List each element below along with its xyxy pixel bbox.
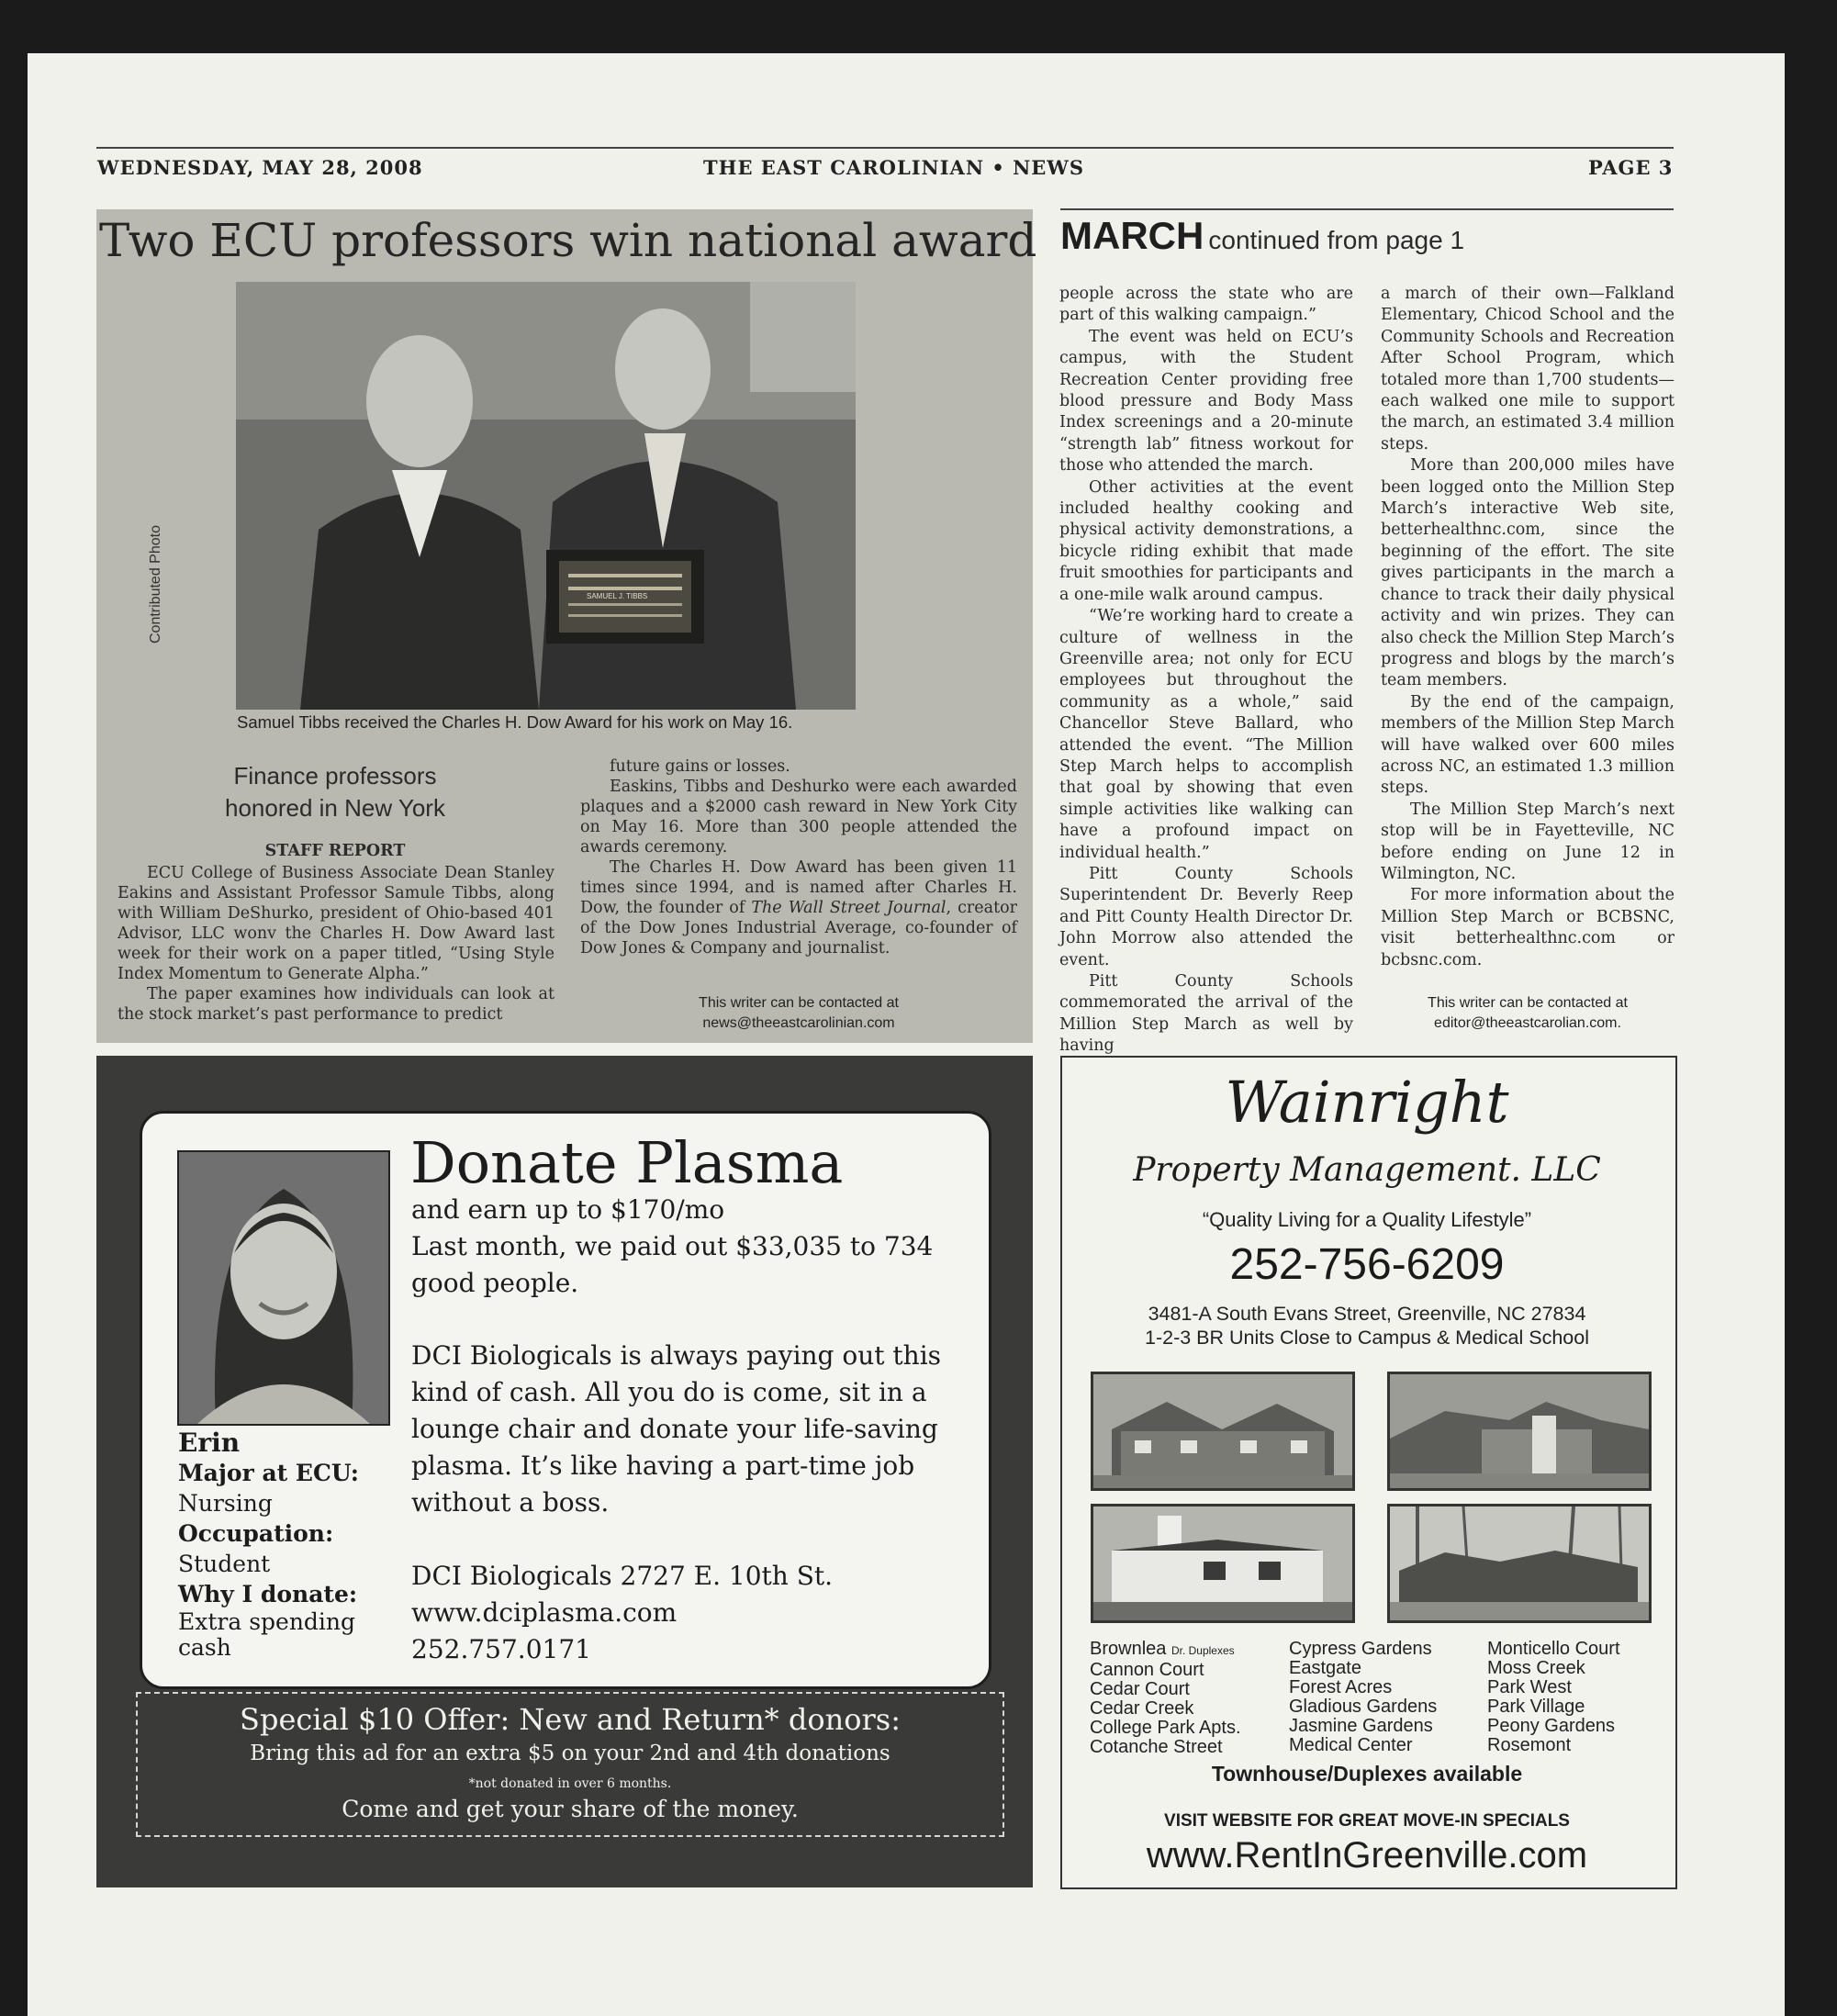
- march-paragraph: Pitt County Schools Superintendent Dr. Beverly Reep and Pitt County Health Director Dr. John Morrow also attended the event.: [1059, 864, 1353, 969]
- header-date: WEDNESDAY, MAY 28, 2008: [97, 156, 423, 179]
- award-paragraph-text: , creator of the Dow Jones Industrial Average, co-founder of Dow Jones & Company and journalist.: [580, 899, 1018, 958]
- header-bottom-rule: [1060, 208, 1674, 210]
- donor-name: Erin: [178, 1428, 241, 1458]
- donor-profile: [178, 1428, 362, 1661]
- community-item: Rosemont: [1487, 1735, 1572, 1755]
- plasma-ad-address: DCI Biologicals 2727 E. 10th St.: [411, 1561, 834, 1591]
- march-paragraph: More than 200,000 miles have been logged onto the Million Step March’s interactive Web site, betterhealthnc.com, since the beginning of the effort. The site gives participants in the march a chance to track their daily physical activity and win prizes. They can also check the Million Step March’s progress and blogs by the march’s team members.: [1381, 456, 1675, 690]
- donor-why-1: Extra spending: [178, 1608, 356, 1635]
- plasma-ad-body: [411, 1338, 941, 1521]
- award-photo: [236, 282, 856, 710]
- community-item: Gladious Gardens: [1289, 1697, 1438, 1717]
- community-item: College Park Apts.: [1090, 1718, 1241, 1738]
- contact-email: news@theeastcarolinian.com: [702, 1015, 895, 1031]
- community-item: Peony Gardens: [1487, 1716, 1615, 1736]
- award-subhead: [179, 760, 491, 824]
- march-headline-rest: continued from page 1: [1208, 226, 1465, 254]
- award-subhead-line1: Finance professors: [233, 762, 437, 790]
- award-column-2: [580, 756, 1017, 958]
- community-item: Monticello Court: [1487, 1639, 1620, 1659]
- plasma-ad-line: plasma. It’s like having a part-time job: [411, 1450, 915, 1481]
- header-paper-name: THE EAST CAROLINIAN • NEWS: [703, 156, 1085, 179]
- header-top-rule: [96, 147, 1674, 149]
- march-column-1: [1059, 284, 1353, 1058]
- award-column-1: [118, 863, 554, 1025]
- donor-major: Nursing: [178, 1490, 273, 1517]
- newspaper-title: The Wall Street Journal: [751, 899, 947, 917]
- community-item: Park West: [1487, 1677, 1572, 1697]
- donor-major-label: Major at ECU:: [178, 1460, 360, 1486]
- march-paragraph: a march of their own—Falkland Elementary, Chicod School and the Community Schools and Recreation After School Program, which totaled more than 1,700 students—each walked one mile to support the march, an estimated 3.4 million steps.: [1381, 285, 1675, 454]
- community-item: [1090, 1640, 1287, 1661]
- donor-why-label: Why I donate:: [178, 1581, 358, 1607]
- march-paragraph: The Million Step March’s next stop will be in Fayetteville, NC before ending on June 12 in Wilmington, NC.: [1381, 800, 1675, 883]
- community-list-2: [1289, 1640, 1482, 1755]
- contact-label: This writer can be contacted at: [699, 995, 899, 1011]
- award-headline: Two ECU professors win national award: [99, 214, 1037, 267]
- photo-caption: Samuel Tibbs received the Charles H. Dow Award for his work on May 16.: [237, 712, 793, 732]
- wainright-units: 1-2-3 BR Units Close to Campus & Medical School: [1145, 1327, 1589, 1349]
- award-paragraph: ECU College of Business Associate Dean Stanley Eakins and Assistant Professor Samule Tibbs, along with William DeShurko, president of Ohio-based 401 Advisor, LLC wonv the Charles H. Dow Award last week for their work on a paper titled, “Using Style Index Momentum to Generate Alpha.”: [118, 864, 554, 983]
- donor-why-2: cash: [178, 1634, 231, 1661]
- march-writer-contact: [1381, 993, 1675, 1034]
- march-paragraph: Other activities at the event included healthy cooking and physical activity demonstrations, a bicycle riding exhibit that made fruit smoothies for participants and a one-mile walk around campus.: [1059, 477, 1353, 604]
- plasma-offer-closing: Come and get your share of the money.: [342, 1796, 799, 1822]
- plasma-offer-text: [136, 1700, 1004, 1823]
- march-paragraph: The event was held on ECU’s campus, with the Student Recreation Center providing free blood pressure and Body Mass Index screenings and a 20-minute “strength lab” fitness workout for those who attended the march.: [1059, 327, 1353, 476]
- award-byline: STAFF REPORT: [264, 842, 406, 860]
- march-paragraph: “We’re working hard to create a culture of wellness in the Greenville area; not only for ECU employees but throughout the community as a whole,” said Chancellor Steve Ballard, who attended the event. “The Million Step March helps to accomplish that goal by showing that even simple activities like walking can have a profound impact on individual health.”: [1059, 607, 1353, 862]
- award-paragraph: [580, 857, 1017, 958]
- wainright-website[interactable]: www.RentInGreenville.com: [1146, 1835, 1588, 1876]
- community-item: Moss Creek: [1487, 1658, 1585, 1678]
- plasma-ad-line: without a boss.: [411, 1487, 610, 1518]
- community-item: Cypress Gardens: [1289, 1639, 1432, 1659]
- wainright-address-block: [1062, 1302, 1672, 1350]
- plasma-offer-headline: Special $10 Offer: New and Return* donors:: [240, 1702, 901, 1737]
- award-paragraph-text: The Charles H. Dow Award has been given 11 times since 1994, and is named after Charles H. Dow, the founder of: [580, 858, 1017, 917]
- wainright-visit: VISIT WEBSITE FOR GREAT MOVE-IN SPECIALS: [1164, 1811, 1570, 1831]
- community-list-1: [1090, 1640, 1287, 1757]
- march-headline-bold: MARCH: [1060, 214, 1204, 257]
- plasma-ad-line: and earn up to $170/mo: [411, 1194, 725, 1225]
- wainright-logo: Wainright: [1225, 1069, 1509, 1136]
- award-subhead-line2: honored in New York: [225, 794, 445, 822]
- march-column-2: [1381, 284, 1675, 971]
- march-paragraph: By the end of the campaign, members of the Million Step March will have walked over 600 miles across NC, an estimated 1.3 million steps.: [1381, 692, 1675, 798]
- award-paragraph: Easkins, Tibbs and Deshurko were each awarded plaques and a $2000 cash reward in New York City on May 16. More than 300 people attended the awards ceremony.: [580, 778, 1017, 857]
- community-name: Brownlea: [1090, 1639, 1167, 1659]
- wainright-phone: 252-756-6209: [1229, 1240, 1505, 1289]
- community-item: Cotanche Street: [1090, 1737, 1223, 1757]
- contact-email: editor@theeastcarolian.com.: [1434, 1015, 1621, 1031]
- donor-occupation-label: Occupation:: [178, 1520, 334, 1547]
- property-photo: [1091, 1504, 1355, 1623]
- march-paragraph: For more information about the Million Step March or BCBSNC, visit betterhealthnc.com or bcbsnc.com.: [1381, 886, 1675, 969]
- property-photo: [1387, 1504, 1652, 1623]
- plasma-ad-title: Donate Plasma: [410, 1129, 844, 1196]
- plasma-ad-line: lounge chair and donate your life-saving: [411, 1414, 938, 1444]
- community-item: Cedar Creek: [1090, 1698, 1194, 1719]
- community-item: Eastgate: [1289, 1658, 1361, 1678]
- plasma-ad-line: good people.: [411, 1268, 579, 1298]
- plasma-ad-line: kind of cash. All you do is come, sit in a: [411, 1377, 927, 1407]
- award-paragraph: The paper examines how individuals can look at the stock market’s past performance to predict: [118, 985, 554, 1024]
- property-photo: [1387, 1372, 1652, 1491]
- community-item: Cannon Court: [1090, 1660, 1204, 1680]
- donor-photo: [177, 1150, 390, 1426]
- community-item: Jasmine Gardens: [1289, 1716, 1433, 1736]
- community-list-3: [1487, 1640, 1671, 1755]
- plasma-offer-detail: Bring this ad for an extra $5 on your 2nd and 4th donations: [250, 1742, 890, 1765]
- contact-label: This writer can be contacted at: [1428, 995, 1628, 1011]
- wainright-logo-sub: Property Management. LLC: [1133, 1151, 1601, 1189]
- community-item: Medical Center: [1289, 1735, 1413, 1755]
- march-paragraph: Pitt County Schools commemorated the arrival of the Million Step March as well by having: [1059, 972, 1353, 1056]
- donor-occupation: Student: [178, 1551, 271, 1577]
- wainright-slogan: “Quality Living for a Quality Lifestyle”: [1202, 1208, 1532, 1231]
- photo-credit: Contributed Photo: [148, 525, 163, 644]
- plasma-ad-website: www.dciplasma.com: [411, 1597, 678, 1628]
- property-photo: [1091, 1372, 1355, 1491]
- award-paragraph: future gains or losses.: [610, 757, 790, 776]
- plasma-offer-footnote: *not donated in over 6 months.: [468, 1776, 672, 1791]
- wainright-address: 3481-A South Evans Street, Greenville, NC 27834: [1148, 1303, 1586, 1325]
- march-paragraph: people across the state who are part of this walking campaign.”: [1059, 285, 1353, 325]
- photo-credit-anchor: [148, 525, 163, 644]
- plasma-ad-line: Last month, we paid out $33,035 to 734: [411, 1231, 934, 1261]
- plasma-ad-contact: [411, 1558, 833, 1668]
- community-item: Forest Acres: [1289, 1677, 1393, 1697]
- community-note: Dr. Duplexes: [1171, 1644, 1235, 1657]
- award-writer-contact: [580, 993, 1017, 1034]
- march-headline: [1060, 214, 1464, 258]
- plasma-ad-line: DCI Biologicals is always paying out this: [411, 1340, 942, 1371]
- plaque-text: SAMUEL J. TIBBS: [587, 592, 648, 600]
- plasma-ad-intro: [411, 1192, 933, 1302]
- community-item: Cedar Court: [1090, 1679, 1190, 1699]
- community-item: Park Village: [1487, 1697, 1585, 1717]
- wainright-townhouse: Townhouse/Duplexes available: [1211, 1762, 1523, 1786]
- header-page-number: PAGE 3: [1588, 156, 1674, 179]
- plasma-ad-phone: 252.757.0171: [411, 1634, 591, 1664]
